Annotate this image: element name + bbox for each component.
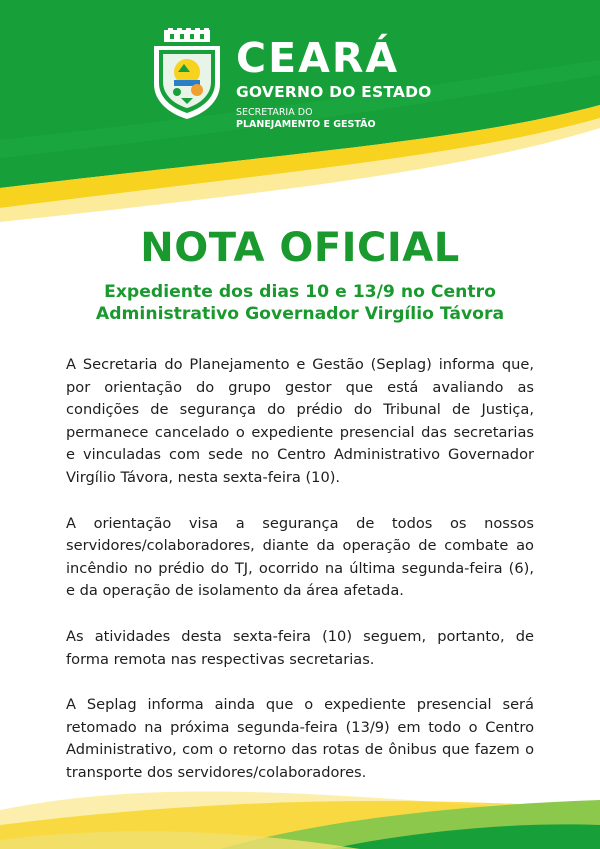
brand-block [236, 36, 432, 131]
paragraph: A Secretaria do Planejamento e Gestão (Seplag) informa que, por orientação do grupo gestor que está avaliando as condições de segurança do prédio do Tribunal de Justiça, permanece cancelado o expediente presencial das secretarias e vinculadas com sede no Centro Administrativo Governador Virgílio Távora, nesta sexta-feira (10). [66, 356, 534, 486]
header-banner [0, 0, 600, 225]
ceara-coat-of-arms-icon [150, 28, 224, 120]
subtitle-line-2: Administrativo Governador Virgílio Távora [95, 304, 505, 324]
secretariat-line-2: PLANEJAMENTO E GESTÃO [236, 119, 376, 130]
secretariat-line-1: SECRETARIA DO [236, 107, 313, 118]
brand-subtitle: GOVERNO DO ESTADO [236, 83, 432, 101]
brand-title: CEARÁ [236, 34, 400, 82]
paragraph: As atividades desta sexta-feira (10) seguem, portanto, de forma remota nas respectivas secretarias. [66, 627, 534, 668]
document-title: NOTA OFICIAL [140, 225, 460, 271]
document-body [66, 354, 534, 808]
document-subtitle [60, 281, 540, 325]
paragraph: A orientação visa a segurança de todos os nossos servidores/colaboradores, diante da operação de combate ao incêndio no prédio do TJ, ocorrido na última segunda-feira (6), e da operação de isolamento da área afetada. [66, 514, 534, 600]
subtitle-line-1: Expediente dos dias 10 e 13/9 no Centro [104, 282, 496, 302]
footer-waves [0, 770, 600, 849]
paragraph: A Seplag informa ainda que o expediente presencial será retomado na próxima segunda-feira (13/9) em todo o Centro Administrativo, com o retorno das rotas de ônibus que fazem o transporte dos servidores/colaboradores. [66, 696, 534, 781]
